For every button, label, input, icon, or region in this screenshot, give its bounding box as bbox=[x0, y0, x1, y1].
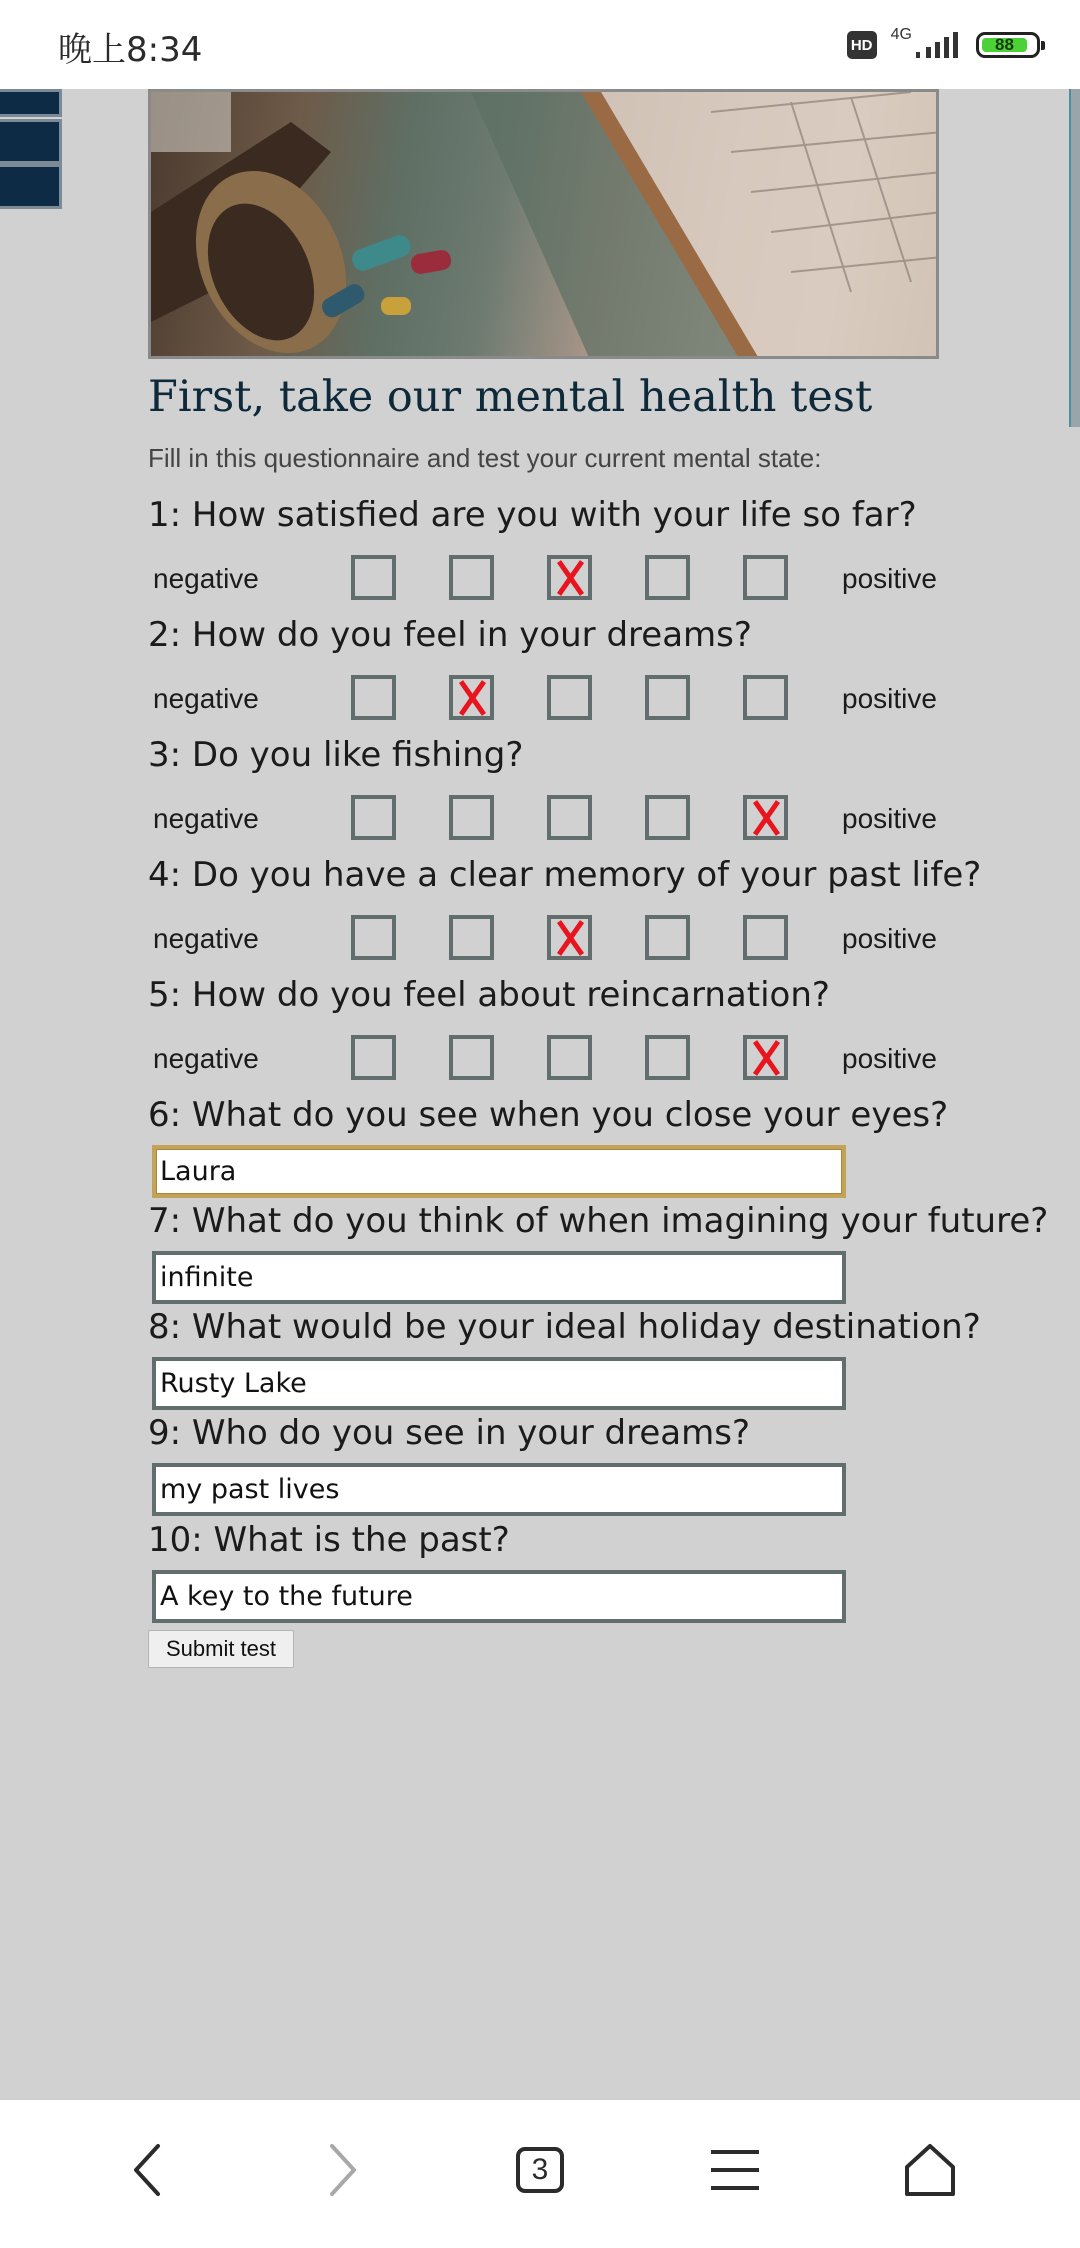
answer-checkbox[interactable] bbox=[449, 915, 494, 960]
status-icons bbox=[847, 24, 1040, 66]
answer-checkbox[interactable] bbox=[743, 915, 788, 960]
question-text: 8: What would be your ideal holiday destination? bbox=[148, 1307, 981, 1347]
home-button[interactable] bbox=[890, 2130, 970, 2210]
answer-checkbox[interactable] bbox=[645, 555, 690, 600]
positive-label: positive bbox=[842, 683, 937, 714]
answer-checkbox[interactable] bbox=[645, 795, 690, 840]
question-text: 4: Do you have a clear memory of your past life? bbox=[148, 855, 982, 895]
network-type-label: 4G bbox=[890, 26, 912, 43]
negative-label: negative bbox=[153, 683, 259, 714]
positive-label: positive bbox=[842, 1043, 937, 1074]
question-text: 7: What do you think of when imagining your future? bbox=[148, 1201, 1049, 1241]
answer-checkbox[interactable] bbox=[547, 555, 592, 600]
back-button[interactable] bbox=[108, 2130, 188, 2210]
sidebar-menu-item[interactable] bbox=[0, 89, 62, 117]
positive-label: positive bbox=[842, 803, 937, 834]
negative-label: negative bbox=[153, 803, 259, 834]
question-text: 2: How do you feel in your dreams? bbox=[148, 615, 752, 655]
answer-checkbox[interactable] bbox=[351, 555, 396, 600]
question-text: 3: Do you like fishing? bbox=[148, 735, 524, 775]
answer-checkbox[interactable] bbox=[351, 675, 396, 720]
answer-input-8[interactable] bbox=[152, 1357, 846, 1410]
question-text: 1: How satisfied are you with your life so far? bbox=[148, 495, 917, 535]
answer-checkbox[interactable] bbox=[645, 675, 690, 720]
hd-icon: HD bbox=[847, 31, 877, 59]
hero-image bbox=[148, 89, 939, 359]
home-icon bbox=[903, 2143, 957, 2197]
chevron-right-icon bbox=[322, 2142, 362, 2198]
negative-label: negative bbox=[153, 923, 259, 954]
forward-button[interactable] bbox=[302, 2130, 382, 2210]
answer-checkbox[interactable] bbox=[351, 795, 396, 840]
menu-button[interactable] bbox=[695, 2130, 775, 2210]
tabs-button[interactable] bbox=[500, 2130, 580, 2210]
question-text: 6: What do you see when you close your eyes? bbox=[148, 1095, 949, 1135]
chevron-left-icon bbox=[128, 2142, 168, 2198]
answer-checkbox[interactable] bbox=[547, 915, 592, 960]
menu-icon bbox=[709, 2148, 761, 2192]
sidebar-menu-item[interactable] bbox=[0, 119, 62, 164]
answer-checkbox[interactable] bbox=[743, 675, 788, 720]
answer-checkbox[interactable] bbox=[449, 795, 494, 840]
answer-checkbox[interactable] bbox=[645, 915, 690, 960]
answer-checkbox[interactable] bbox=[547, 1035, 592, 1080]
battery-icon bbox=[976, 32, 1040, 58]
question-text: 5: How do you feel about reincarnation? bbox=[148, 975, 830, 1015]
answer-checkbox[interactable] bbox=[547, 795, 592, 840]
answer-checkbox[interactable] bbox=[743, 1035, 788, 1080]
positive-label: positive bbox=[842, 923, 937, 954]
negative-label: negative bbox=[153, 1043, 259, 1074]
answer-checkbox[interactable] bbox=[449, 1035, 494, 1080]
intro-text: Fill in this questionnaire and test your current mental state: bbox=[148, 443, 822, 473]
answer-checkbox[interactable] bbox=[743, 795, 788, 840]
signal-strength-icon bbox=[912, 30, 962, 60]
answer-checkbox[interactable] bbox=[351, 1035, 396, 1080]
answer-checkbox[interactable] bbox=[547, 675, 592, 720]
tab-count: 3 bbox=[516, 2147, 564, 2193]
answer-checkbox[interactable] bbox=[351, 915, 396, 960]
sidebar-menu-item[interactable] bbox=[0, 164, 62, 209]
answer-input-6[interactable] bbox=[152, 1145, 846, 1198]
answer-checkbox[interactable] bbox=[449, 675, 494, 720]
positive-label: positive bbox=[842, 563, 937, 594]
scrollbar[interactable] bbox=[1069, 89, 1080, 427]
negative-label: negative bbox=[153, 563, 259, 594]
submit-test-button[interactable]: Submit test bbox=[148, 1630, 294, 1668]
answer-input-9[interactable] bbox=[152, 1463, 846, 1516]
question-text: 9: Who do you see in your dreams? bbox=[148, 1413, 751, 1453]
status-time: 晚上8:34 bbox=[58, 30, 203, 70]
answer-checkbox[interactable] bbox=[743, 555, 788, 600]
answer-input-10[interactable] bbox=[152, 1570, 846, 1623]
answer-checkbox[interactable] bbox=[645, 1035, 690, 1080]
answer-checkbox[interactable] bbox=[449, 555, 494, 600]
browser-bottom-nav bbox=[0, 2100, 1080, 2248]
page-title: First, take our mental health test bbox=[148, 372, 873, 422]
status-bar bbox=[0, 0, 1080, 89]
answer-input-7[interactable] bbox=[152, 1251, 846, 1304]
battery-level: 88 bbox=[982, 38, 1027, 52]
question-text: 10: What is the past? bbox=[148, 1520, 510, 1560]
